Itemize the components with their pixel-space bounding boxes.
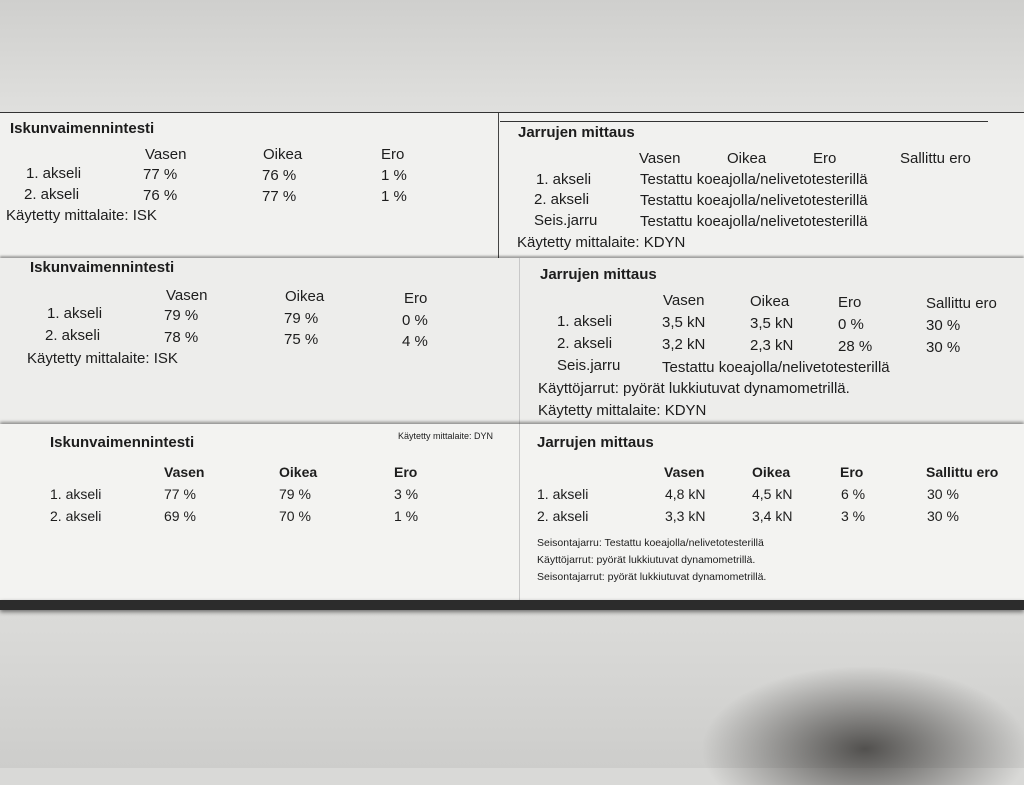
test-text: Testattu koeajolla/nelivetotesterillä [640, 213, 868, 230]
axle-label: 1. akseli [537, 486, 589, 502]
col-allowed: Sallittu ero [926, 464, 999, 480]
value-cell: 0 % [402, 312, 428, 329]
col-right: Oikea [285, 288, 325, 305]
value-cell: 28 % [838, 338, 873, 355]
axle-label: 2. akseli [557, 335, 613, 352]
note-text: Käyttöjarrut: pyörät lukkiutuvat dynamometrillä. [538, 380, 850, 397]
note-text: Seisontajarrut: pyörät lukkiutuvat dynamometrillä. [537, 571, 767, 583]
device-text: Käytetty mittalaite: ISK [6, 207, 157, 224]
brake-test-title: Jarrujen mittaus [518, 124, 635, 141]
axle-label: Seis.jarru [534, 212, 598, 229]
column-divider [498, 113, 499, 263]
column-divider [519, 424, 520, 606]
hand-shadow [700, 665, 1024, 785]
axle-label: 2. akseli [24, 186, 80, 203]
parking-brake-label: Seis.jarru [557, 357, 621, 374]
axle-label: 1. akseli [536, 171, 592, 188]
col-right: Oikea [279, 464, 318, 480]
value-cell: 30 % [927, 508, 959, 524]
col-diff: Ero [813, 150, 837, 167]
value-cell: 70 % [279, 508, 311, 524]
report-strip-3 [0, 424, 1024, 606]
test-text: Testattu koeajolla/nelivetotesterillä [640, 192, 868, 209]
header-rule [500, 121, 988, 122]
value-cell: 3,5 kN [662, 314, 706, 331]
value-cell: 75 % [284, 331, 319, 348]
col-left: Vasen [145, 146, 187, 163]
col-right: Oikea [750, 293, 790, 310]
axle-label: 2. akseli [50, 508, 102, 524]
col-diff: Ero [404, 290, 428, 307]
brake-test-title: Jarrujen mittaus [540, 266, 657, 283]
value-cell: 1 % [394, 508, 419, 524]
value-cell: 3,2 kN [662, 336, 706, 353]
value-cell: 0 % [838, 316, 864, 333]
value-cell: 3 % [841, 508, 866, 524]
value-cell: 77 % [143, 166, 178, 183]
value-cell: 3,3 kN [665, 508, 706, 524]
value-cell: 76 % [262, 167, 297, 184]
value-cell: 6 % [841, 486, 866, 502]
col-right: Oikea [727, 150, 767, 167]
axle-label: 1. akseli [557, 313, 613, 330]
report-strip-1 [0, 112, 1024, 263]
shock-test-title: Iskunvaimennintesti [10, 120, 155, 137]
value-cell: 69 % [164, 508, 196, 524]
value-cell: 77 % [262, 188, 297, 205]
axle-label: 2. akseli [45, 327, 101, 344]
background-top [0, 0, 1024, 115]
axle-label: 2. akseli [537, 508, 589, 524]
value-cell: 30 % [927, 486, 959, 502]
col-left: Vasen [639, 150, 681, 167]
test-text: Testattu koeajolla/nelivetotesterillä [662, 359, 890, 376]
value-cell: 1 % [381, 167, 407, 184]
report-strip-2 [0, 258, 1024, 426]
value-cell: 3 % [394, 486, 419, 502]
test-text: Testattu koeajolla/nelivetotesterillä [640, 171, 868, 188]
value-cell: 4 % [402, 333, 428, 350]
col-diff: Ero [838, 294, 862, 311]
axle-label: 1. akseli [47, 305, 103, 322]
value-cell: 3,4 kN [752, 508, 793, 524]
value-cell: 78 % [164, 329, 199, 346]
col-left: Vasen [664, 464, 705, 480]
col-allowed: Sallittu ero [900, 150, 971, 167]
col-left: Vasen [166, 287, 208, 304]
value-cell: 79 % [284, 310, 319, 327]
value-cell: 77 % [164, 486, 196, 502]
col-right: Oikea [263, 146, 303, 163]
col-diff: Ero [381, 146, 405, 163]
paper-edge [0, 600, 1024, 610]
value-cell: 2,3 kN [750, 337, 794, 354]
value-cell: 4,8 kN [665, 486, 706, 502]
shock-test-title: Iskunvaimennintesti [30, 259, 175, 276]
col-allowed: Sallittu ero [926, 295, 997, 312]
col-left: Vasen [663, 292, 705, 309]
note-text: Seisontajarru: Testattu koeajolla/nelivetotesterillä [537, 537, 764, 549]
col-left: Vasen [164, 464, 205, 480]
col-right: Oikea [752, 464, 791, 480]
value-cell: 1 % [381, 188, 407, 205]
value-cell: 79 % [279, 486, 311, 502]
device-note: Käytetty mittalaite: DYN [398, 431, 494, 441]
axle-label: 1. akseli [26, 165, 82, 182]
axle-label: 2. akseli [534, 191, 590, 208]
brake-test-title: Jarrujen mittaus [537, 434, 654, 451]
col-diff: Ero [394, 464, 418, 480]
value-cell: 3,5 kN [750, 315, 794, 332]
device-text: Käytetty mittalaite: KDYN [538, 402, 707, 419]
axle-label: 1. akseli [50, 486, 102, 502]
device-text: Käytetty mittalaite: ISK [27, 350, 178, 367]
col-diff: Ero [840, 464, 864, 480]
value-cell: 79 % [164, 307, 199, 324]
shock-test-title: Iskunvaimennintesti [50, 434, 195, 451]
value-cell: 30 % [926, 317, 961, 334]
value-cell: 30 % [926, 339, 961, 356]
device-text: Käytetty mittalaite: KDYN [517, 234, 686, 251]
value-cell: 76 % [143, 187, 178, 204]
note-text: Käyttöjarrut: pyörät lukkiutuvat dynamometrillä. [537, 554, 756, 566]
value-cell: 4,5 kN [752, 486, 793, 502]
column-divider [519, 258, 520, 426]
